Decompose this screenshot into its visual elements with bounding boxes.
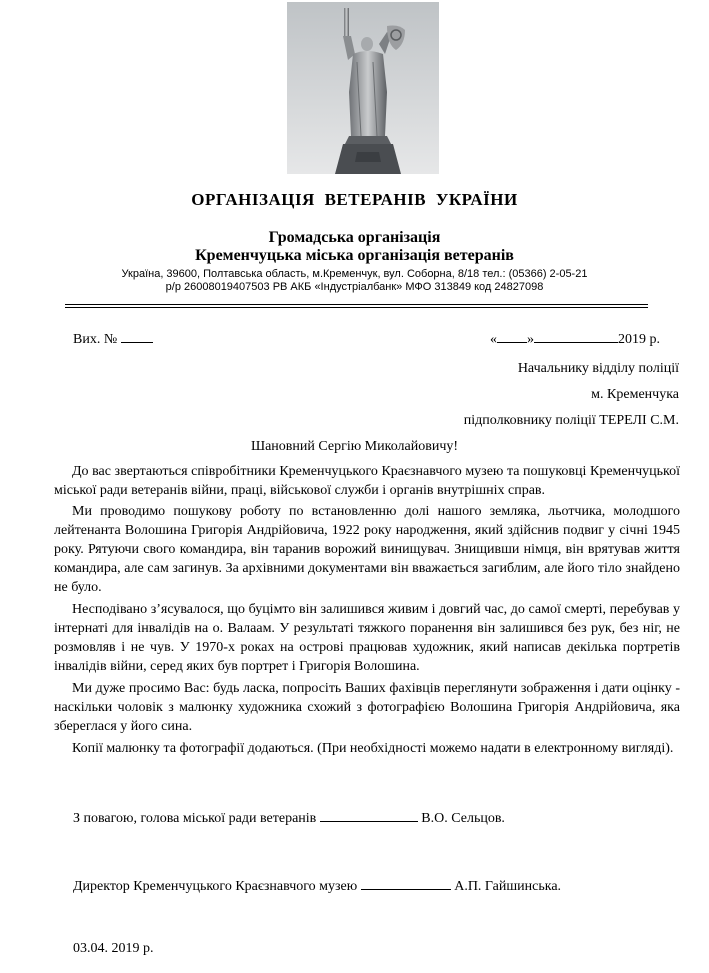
letter-date-field: [490, 330, 660, 348]
body-paragraph-5: Копії малюнку та фотографії додаються. (При необхідності можемо надати в електронному вигляді).: [72, 741, 674, 756]
date-close-quote: »: [527, 332, 534, 347]
document-date: 03.04. 2019 р.: [73, 941, 154, 956]
date-month-blank: [534, 330, 618, 343]
signature-chairman: [73, 809, 505, 827]
recipient-line-1: Начальнику відділу поліції: [517, 361, 679, 376]
recipient-line-3: підполковнику поліції ТЕРЕЛІ С.М.: [463, 413, 679, 428]
date-year: 2019 р.: [618, 332, 660, 347]
outgoing-number: [73, 330, 153, 348]
body-paragraph-1: До вас звертаються співробітники Кременчуцького Краєзнавчого музею та пошуковці Кременчуцької міської ради ветеранів війни, праці, військової служби і органів внутрішніх справ.: [54, 464, 680, 498]
header-rule-bottom: [65, 307, 648, 308]
public-organization-label: Громадська організація: [268, 229, 441, 246]
body-paragraph-4: Ми дуже просимо Вас: будь ласка, попросіть Ваших фахівців переглянути зображення і дати оцінку - наскільки чоловік з малюнку художника схожий з фотографією Волошина Григорія Андрійовича, яка збереглася у його сина.: [54, 681, 680, 734]
signature-chairman-name: В.О. Сельцов.: [421, 811, 505, 826]
bank-details-line: р/р 26008019407503 РВ АКБ «Індустріалбанк» МФО 313849 код 24827098: [165, 281, 544, 293]
organization-title: ОРГАНІЗАЦІЯ ВЕТЕРАНІВ УКРАЇНИ: [191, 190, 518, 209]
date-day-blank: [497, 330, 527, 343]
recipient-line-2: м. Кременчука: [591, 387, 679, 402]
outgoing-number-label: Вих. №: [73, 332, 118, 347]
signature-director-blank: [361, 877, 451, 890]
signature-director-title: Директор Кременчуцького Краєзнавчого музею: [73, 879, 358, 894]
signature-chairman-title: З повагою, голова міської ради ветеранів: [73, 811, 317, 826]
date-open-quote: «: [490, 332, 497, 347]
greeting: Шановний Сергію Миколайовичу!: [250, 439, 459, 454]
address-line: Україна, 39600, Полтавська область, м.Кременчук, вул. Соборна, 8/18 тел.: (05366) 2-05-21: [121, 268, 588, 280]
motherland-monument-image: [287, 2, 439, 174]
outgoing-number-blank: [121, 330, 153, 343]
city-organization-name: Кременчуцька міська організація ветеранів: [195, 247, 514, 264]
signature-director-name: А.П. Гайшинська.: [454, 879, 562, 894]
signature-chairman-blank: [320, 809, 418, 822]
body-paragraph-2: Ми проводимо пошукову роботу по встановленню долі нашого земляка, льотчика, молодшого лейтенанта Волошина Григорія Андрійовича, 1922 року народження, який здійснив подвиг у січні 1945 року. Рятуючи свого командира, він таранив ворожий винищувач. Знищивши німця, він врятував життя командира, але сам загинув. За архівними документами він вважається загиблим, але його тіло знайдено не було.: [54, 504, 680, 595]
signature-director: [73, 877, 561, 895]
body-paragraph-3: Несподівано з’ясувалося, що буцімто він залишився живим і довгий час, до самої смерті, перебував у інтернаті для інвалідів на о. Валаам. У результаті тяжкого поранення він залишився без рук, без ніг, не розмовляв і не чув. У 1970-х роках на острові працював художник, який написав декілька портретів інвалідів війни, серед яких був портрет і Григорія Волошина.: [54, 602, 680, 674]
header-rule-top: [65, 304, 648, 305]
